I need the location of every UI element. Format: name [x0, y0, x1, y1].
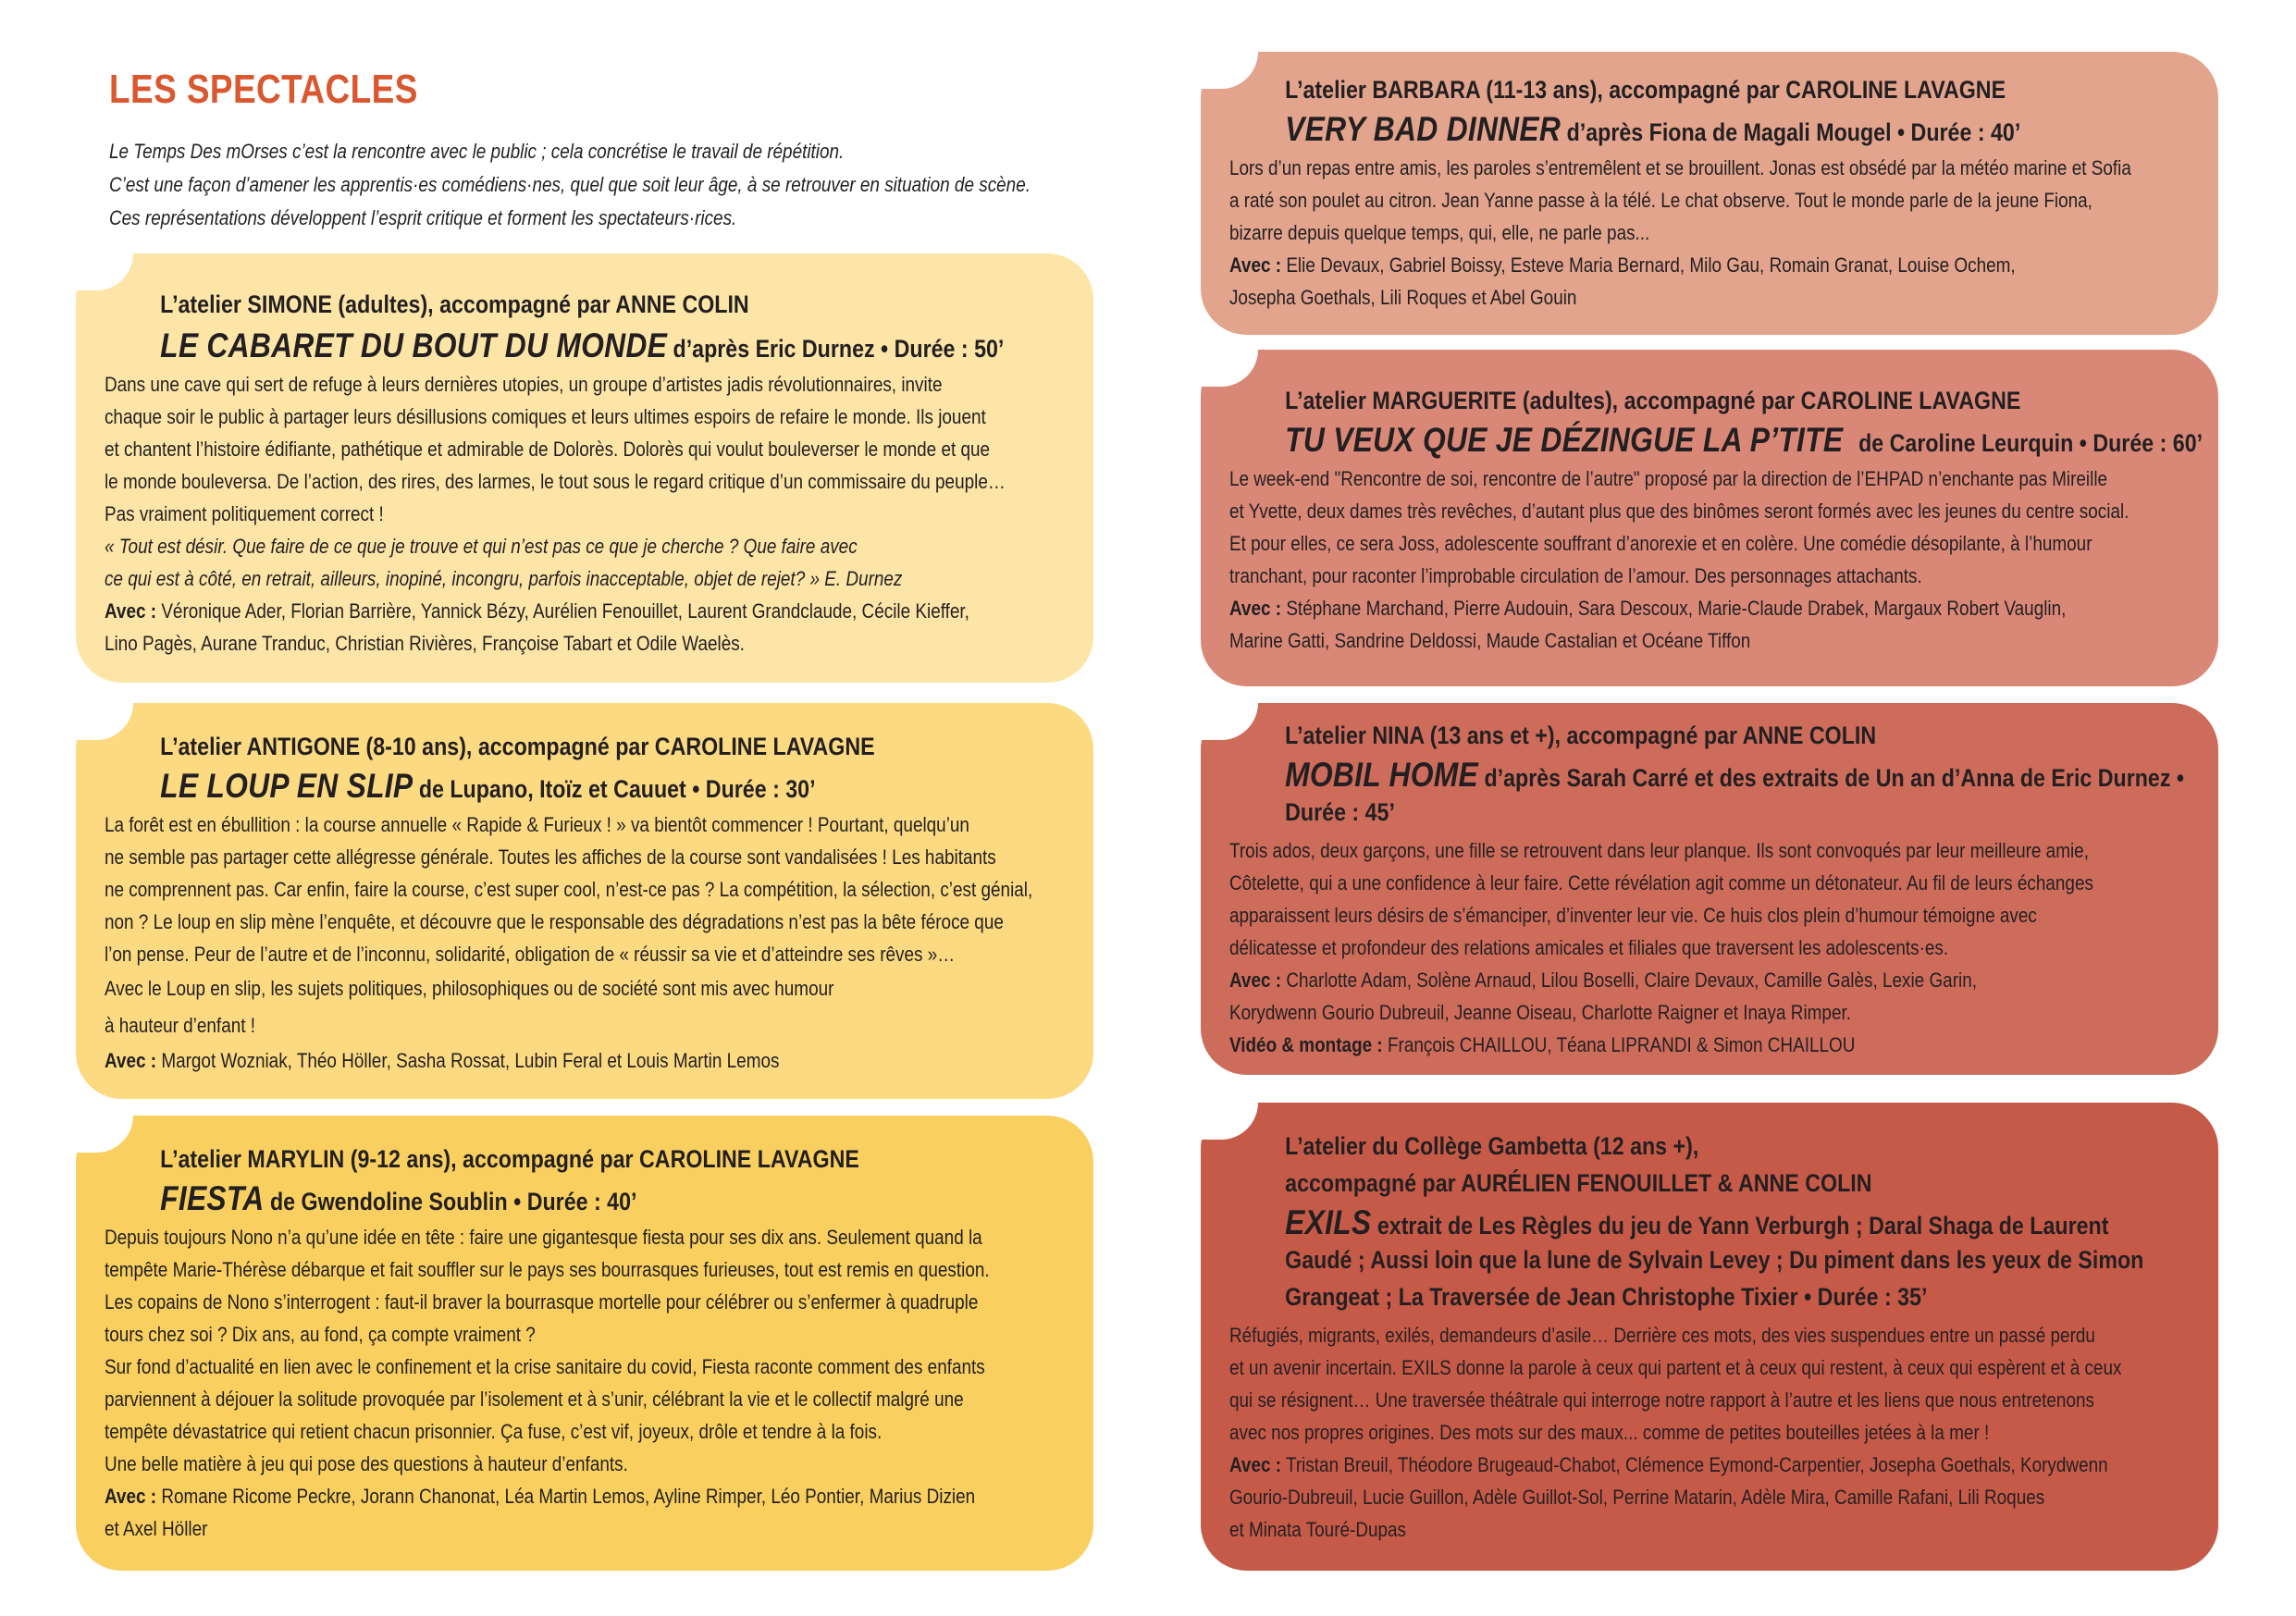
workshop-heading: L’atelier du Collège Gambetta (12 ans +), — [1285, 1132, 1699, 1160]
card-marguerite — [1201, 350, 2218, 686]
description-line: tranchant, pour raconter l’improbable circulation de l’amour. Des personnages attachants. — [1228, 564, 1922, 587]
cast-label: Avec : — [1228, 597, 1282, 620]
quote-line: « Tout est désir. Que faire de ce que je trouve et qui n’est pas ce que je cherche ? Que faire avec — [104, 535, 858, 558]
show-meta: de Gwendoline Soublin • Durée : 40’ — [269, 1188, 637, 1215]
description-line: bizarre depuis quelque temps, qui, elle, ne parle pas... — [1228, 221, 1650, 244]
description-line: et chantent l’histoire édifiante, pathétique et admirable de Dolorès. Dolorès qui voulut bouleverser le monde et que — [104, 438, 991, 461]
description-line: Et pour elles, ce sera Joss, adolescente souffrant d’anorexie et en colère. Une comédie désopilante, à l’humour — [1228, 532, 2092, 555]
workshop-heading: L’atelier ANTIGONE (8-10 ans), accompagné par CAROLINE LAVAGNE — [160, 733, 875, 760]
workshop-heading: L’atelier NINA (13 ans et +), accompagné par ANNE COLIN — [1285, 722, 1877, 749]
description-line: délicatesse et profondeur des relations amicales et filiales que traversent les adolescents·es. — [1228, 936, 1949, 959]
workshop-heading-2: accompagné par AURÉLIEN FENOUILLET & ANNE COLIN — [1285, 1169, 1872, 1197]
credit-names: François CHAILLOU, Téana LIPRANDI & Simon CHAILLOU — [1387, 1033, 1856, 1056]
description-line: et un avenir incertain. EXILS donne la parole à ceux qui partent et à ceux qui restent, à ceux qui espèrent et à ceux — [1228, 1356, 2122, 1379]
card-gambetta — [1201, 1103, 2218, 1571]
show-meta: d’après Sarah Carré et des extraits de Un an d’Anna de Eric Durnez • — [1484, 764, 2185, 792]
page-title: LES SPECTACLES — [109, 67, 418, 112]
show-title — [1285, 757, 2184, 796]
cast-names: Elie Devaux, Gabriel Boissy, Esteve Maria Bernard, Milo Gau, Romain Granat, Louise Ochem, — [1286, 253, 2016, 277]
description-line: ne semble pas partager cette allégresse générale. Toutes les affiches de la course sont vandalisées ! Les habitants — [104, 845, 996, 869]
show-meta: extrait de Les Règles du jeu de Yann Verburgh ; Daral Shaga de Laurent — [1376, 1212, 2109, 1240]
description-line: Côtelette, qui a une confidence à leur faire. Cette révélation agit comme un détonateur. Au fil de leurs échanges — [1228, 871, 2093, 894]
description-line: l’on pense. Peur de l’autre et de l’inconnu, solidarité, obligation de « réussir sa vie et d’atteindre ses rêves »… — [104, 943, 956, 966]
description-line: tours chez soi ? Dix ans, au fond, ça compte vraiment ? — [104, 1323, 536, 1346]
show-title — [160, 768, 815, 808]
workshop-heading: L’atelier BARBARA (11-13 ans), accompagné par CAROLINE LAVAGNE — [1285, 76, 2006, 104]
show-title — [1285, 1204, 2108, 1244]
card-marylin — [76, 1116, 1093, 1571]
show-name: TU VEUX QUE JE DÉZINGUE LA P’TITE — [1285, 421, 1844, 459]
cast-line: et Minata Touré-Dupas — [1228, 1518, 1407, 1541]
description-line: le monde bouleversa. De l’action, des rires, des larmes, le tout sous le regard critique d’un commissaire du peuple… — [104, 470, 1006, 493]
cast-line — [1229, 592, 2129, 624]
show-description — [1229, 463, 2129, 657]
cast-line — [1229, 964, 2093, 996]
show-title — [1285, 111, 2020, 151]
show-description — [105, 1221, 990, 1545]
cast-names: Tristan Breuil, Théodore Brugeaud-Chabot, Clémence Eymond-Carpentier, Josepha Goethals, Korydwenn — [1285, 1453, 2108, 1476]
show-name: FIESTA — [160, 1179, 265, 1217]
cast-names: Charlotte Adam, Solène Arnaud, Lilou Boselli, Claire Devaux, Camille Galès, Lexie Garin, — [1286, 968, 1977, 992]
cast-line: et Axel Höller — [104, 1517, 208, 1540]
workshop-heading: L’atelier MARGUERITE (adultes), accompagné par CAROLINE LAVAGNE — [1285, 387, 2021, 414]
show-title — [160, 1180, 636, 1220]
card-simone — [76, 253, 1093, 683]
show-meta-3: Grangeat ; La Traversée de Jean Christophe Tixier • Durée : 35’ — [1285, 1283, 1928, 1311]
description-line: parviennent à déjouer la solitude provoquée par l’isolement et à s’unir, célébrant la vie et le collectif malgré une — [104, 1388, 964, 1411]
description-line: Sur fond d’actualité en lien avec le confinement et la crise sanitaire du covid, Fiesta raconte comment des enfants — [104, 1355, 985, 1378]
cast-names: Véronique Ader, Florian Barrière, Yannick Bézy, Aurélien Fenouillet, Laurent Grandclaude, Cécile Kieffer, — [161, 599, 969, 623]
show-title — [1285, 422, 2203, 462]
show-meta: de Lupano, Itoïz et Cauuet • Durée : 30’ — [418, 775, 816, 803]
cast-line — [105, 1480, 990, 1512]
show-meta: d’après Fiona de Magali Mougel • Durée : 40’ — [1566, 118, 2021, 146]
cast-line: Gourio-Dubreuil, Lucie Guillon, Adèle Guillot-Sol, Perrine Matarin, Adèle Mira, Camille Rafani, Lili Roques — [1228, 1486, 2045, 1509]
show-description — [1229, 152, 2131, 314]
cast-names: Stéphane Marchand, Pierre Audouin, Sara Descoux, Marie-Claude Drabek, Margaux Robert Vauglin, — [1286, 597, 2067, 620]
description-line: Dans une cave qui sert de refuge à leurs dernières utopies, un groupe d’artistes jadis révolutionnaires, invite — [104, 373, 943, 396]
cast-line: Josepha Goethals, Lili Roques et Abel Gouin — [1228, 286, 1577, 309]
show-description — [105, 368, 1006, 660]
show-duration: Durée : 45’ — [1285, 798, 1395, 826]
description-line: avec nos propres origines. Des mots sur des maux... comme de petites bouteilles jetées à la mer ! — [1228, 1421, 1990, 1444]
description-line: apparaissent leurs désirs de s’émanciper, d’inventer leur vie. Ce huis clos plein d’humour témoigne avec — [1228, 904, 2037, 927]
description-line: ne comprennent pas. Car enfin, faire la course, c’est super cool, n’est-ce pas ? La compétition, la sélection, c’est génial, — [104, 878, 1033, 901]
show-name: LE CABARET DU BOUT DU MONDE — [160, 327, 668, 364]
cast-label: Avec : — [104, 599, 157, 623]
show-name: VERY BAD DINNER — [1285, 110, 1562, 148]
cast-label: Avec : — [104, 1485, 157, 1508]
intro-line: Le Temps Des mOrses c’est la rencontre avec le public ; cela concrétise le travail de répétition. — [109, 140, 845, 163]
description-line: et Yvette, deux dames très revêches, d’autant plus que des binômes seront formés avec les jeunes du centre social. — [1228, 500, 2129, 523]
quote-line: ce qui est à côté, en retrait, ailleurs, inopiné, incongru, parfois inacceptable, objet de rejet? » E. Durnez — [104, 567, 903, 590]
description-line: Lors d’un repas entre amis, les paroles s’entremêlent et se brouillent. Jonas est obsédé par la météo marine et Sofia — [1228, 156, 2131, 179]
intro-line: Ces représentations développent l’esprit critique et forment les spectateurs·rices. — [109, 206, 737, 229]
cast-label: Avec : — [104, 1049, 157, 1072]
show-title — [160, 327, 1004, 367]
show-description — [1229, 1319, 2121, 1546]
cast-line — [1229, 1449, 2121, 1481]
cast-line: Lino Pagès, Aurane Tranduc, Christian Rivières, Françoise Tabart et Odile Waelès. — [104, 632, 745, 655]
description-line: Avec le Loup en slip, les sujets politiques, philosophiques ou de société sont mis avec humour — [104, 977, 834, 1000]
cast-line — [105, 1044, 1032, 1077]
show-name: EXILS — [1285, 1203, 1372, 1241]
description-line: non ? Le loup en slip mène l’enquête, et découvre que le responsable des dégradations n’est pas la bête féroce que — [104, 910, 1004, 933]
cast-label: Avec : — [1228, 253, 1282, 277]
cast-names: Margot Wozniak, Théo Höller, Sasha Rossat, Lubin Feral et Louis Martin Lemos — [161, 1049, 780, 1072]
show-description — [105, 808, 1032, 1077]
show-name: MOBIL HOME — [1285, 756, 1478, 794]
description-line: Les copains de Nono s’interrogent : faut-il braver la bourrasque mortelle pour célébrer ou s’enfermer à quadruple — [104, 1290, 979, 1314]
description-line: chaque soir le public à partager leurs désillusions comiques et leurs ultimes espoirs de refaire le monde. Ils jouent — [104, 405, 986, 428]
intro-line: C’est une façon d’amener les apprentis·es comédiens·nes, quel que soit leur âge, à se retrouver en situation de scène. — [109, 173, 1031, 196]
show-meta-2: Gaudé ; Aussi loin que la lune de Sylvain Levey ; Du piment dans les yeux de Simon — [1285, 1246, 2144, 1274]
cast-names: Romane Ricome Peckre, Jorann Chanonat, Léa Martin Lemos, Ayline Rimper, Léo Pontier, Marius Dizien — [161, 1485, 976, 1508]
cast-line — [105, 595, 1006, 627]
description-line: qui se résignent… Une traversée théâtrale qui interroge notre rapport à l’autre et les liens que nous entretenons — [1228, 1388, 2094, 1412]
show-name: LE LOUP EN SLIP — [160, 767, 414, 805]
description-line: tempête dévastatrice qui retient chacun prisonnier. Ça fuse, c’est vif, joyeux, drôle et tendre à la fois. — [104, 1420, 883, 1443]
description-line: a raté son poulet au citron. Jean Yanne passe à la télé. Le chat observe. Tout le monde parle de la jeune Fiona, — [1228, 189, 2092, 212]
description-line: Le week-end "Rencontre de soi, rencontre de l’autre" proposé par la direction de l’EHPAD n’enchante pas Mireille — [1228, 467, 2108, 490]
cast-line: Korydwenn Gourio Dubreuil, Jeanne Oiseau, Charlotte Raigner et Inaya Rimper. — [1228, 1001, 1851, 1024]
description-line: à hauteur d’enfant ! — [104, 1014, 256, 1037]
cast-line — [1229, 249, 2131, 281]
show-description — [1229, 834, 2093, 1061]
card-nina — [1201, 703, 2218, 1075]
description-line: Depuis toujours Nono n’a qu’une idée en tête : faire une gigantesque fiesta pour ses dix ans. Seulement quand la — [104, 1226, 982, 1249]
description-line: tempête Marie-Thérèse débarque et fait souffler sur le pays ses bourrasques furieuses, tout est remis en question. — [104, 1258, 990, 1281]
credit-line — [1229, 1029, 2093, 1061]
cast-label: Avec : — [1228, 1453, 1282, 1476]
credit-label: Vidéo & montage : — [1228, 1033, 1383, 1056]
card-barbara — [1201, 52, 2218, 335]
card-antigone — [76, 703, 1093, 1099]
workshop-heading: L’atelier MARYLIN (9-12 ans), accompagné par CAROLINE LAVAGNE — [160, 1145, 859, 1173]
cast-line: Marine Gatti, Sandrine Deldossi, Maude Castalian et Océane Tiffon — [1228, 629, 1751, 652]
description-line: La forêt est en ébullition : la course annuelle « Rapide & Furieux ! » va bientôt commencer ! Pourtant, quelqu’un — [104, 813, 969, 836]
description-line: Pas vraiment politiquement correct ! — [104, 502, 384, 525]
show-meta: d’après Eric Durnez • Durée : 50’ — [673, 335, 1005, 363]
description-line: Une belle matière à jeu qui pose des questions à hauteur d’enfants. — [104, 1452, 628, 1475]
cast-label: Avec : — [1228, 968, 1282, 992]
show-meta: de Caroline Leurquin • Durée : 60’ — [1858, 429, 2203, 457]
description-line: Réfugiés, migrants, exilés, demandeurs d’asile… Derrière ces mots, des vies suspendues entre un passé perdu — [1228, 1324, 2095, 1347]
description-line: Trois ados, deux garçons, une fille se retrouvent dans leur planque. Ils sont convoqués par leur meilleure amie, — [1228, 839, 2089, 862]
workshop-heading: L’atelier SIMONE (adultes), accompagné par ANNE COLIN — [160, 290, 749, 318]
intro-text — [109, 135, 1095, 235]
